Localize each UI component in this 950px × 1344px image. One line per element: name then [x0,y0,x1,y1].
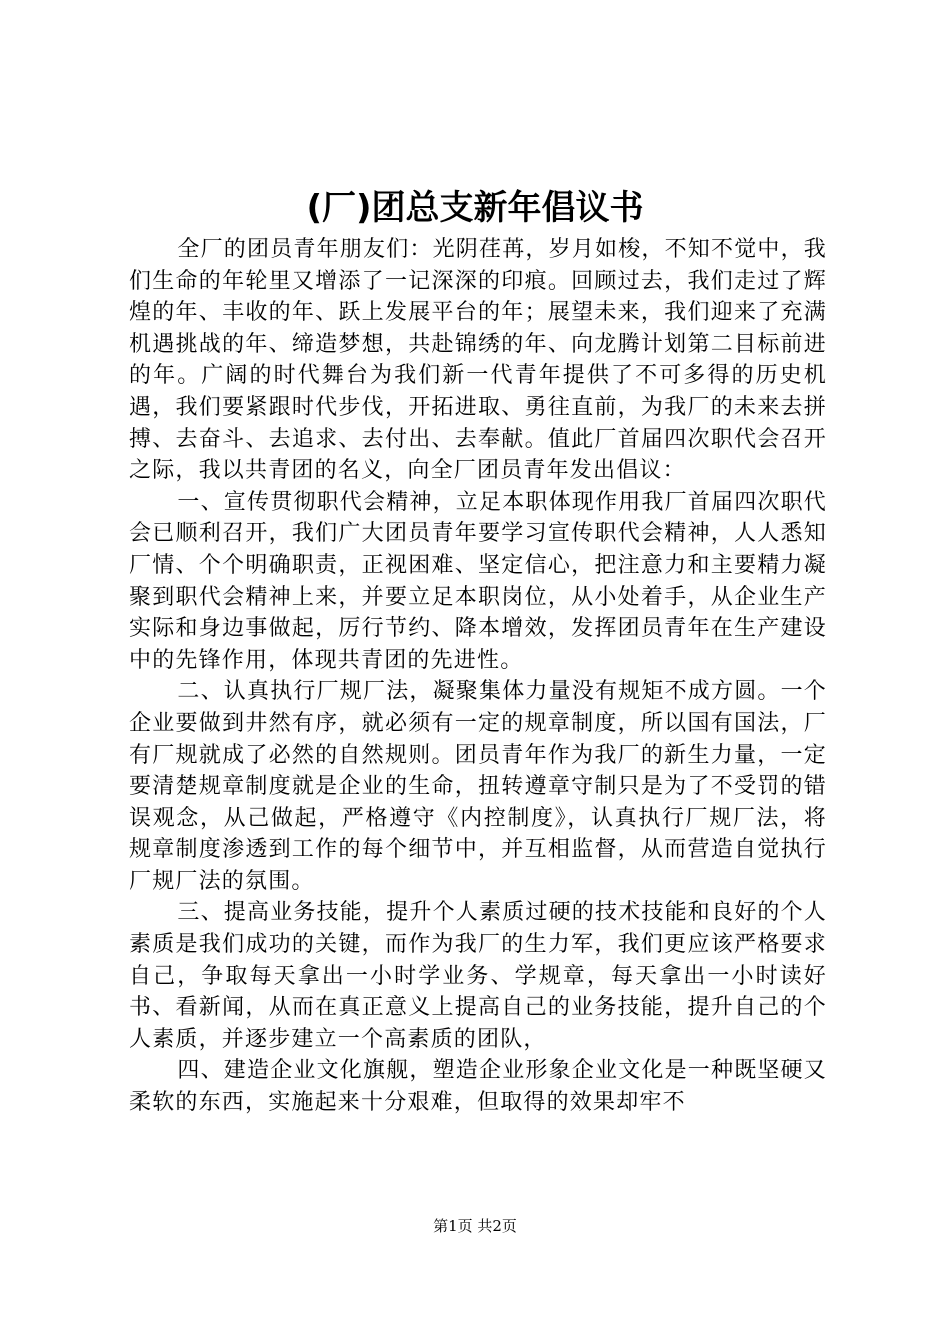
paragraph-point-4: 四、建造企业文化旗舰，塑造企业形象企业文化是一种既坚硬又柔软的东西，实施起来十分艰难，但取得的效果却牢不 [129,1058,827,1116]
page-number-footer: 第1页 共2页 [433,1217,517,1235]
paragraph-point-3: 三、提高业务技能，提升个人素质过硬的技术技能和良好的个人素质是我们成功的关键，而作为我厂的生力军，我们更应该严格要求自己，争取每天拿出一小时学业务、学规章，每天拿出一小时读好书、看新闻，从而在真正意义上提高自己的业务技能，提升自己的个人素质，并逐步建立一个高素质的团队， [129,900,827,1052]
paragraph-greeting: 全厂的团员青年朋友们：光阴荏苒，岁月如梭，不知不觉中，我们生命的年轮里又增添了一记深深的印痕。回顾过去，我们走过了辉煌的年、丰收的年、跃上发展平台的年；展望未来，我们迎来了充满机遇挑战的年、缔造梦想，共赴锦绣的年、向龙腾计划第二目标前进的年。广阔的时代舞台为我们新一代青年提供了不可多得的历史机遇，我们要紧跟时代步伐，开拓进取、勇往直前，为我厂的未来去拼搏、去奋斗、去追求、去付出、去奉献。值此厂首届四次职代会召开之际，我以共青团的名义，向全厂团员青年发出倡议： [129,237,827,484]
paragraph-point-1: 一、宣传贯彻职代会精神，立足本职体现作用我厂首届四次职代会已顺利召开，我们广大团员青年要学习宣传职代会精神，人人悉知厂情、个个明确职责，正视困难、坚定信心，把注意力和主要精力凝聚到职代会精神上来，并要立足本职岗位，从小处着手，从企业生产实际和身边事做起，厉行节约、降本增效，发挥团员青年在生产建设中的先锋作用，体现共青团的先进性。 [129,489,827,673]
paragraph-point-2: 二、认真执行厂规厂法，凝聚集体力量没有规矩不成方圆。一个企业要做到井然有序，就必须有一定的规章制度，所以国有国法，厂有厂规就成了必然的自然规则。团员青年作为我厂的新生力量，一定要清楚规章制度就是企业的生命，扭转遵章守制只是为了不受罚的错误观念，从己做起，严格遵守《内控制度》，认真执行厂规厂法，将规章制度渗透到工作的每个细节中，并互相监督，从而营造自觉执行厂规厂法的氛围。 [129,679,827,894]
document-title: (厂)团总支新年倡议书 [306,188,644,228]
document-body [129,234,827,1119]
